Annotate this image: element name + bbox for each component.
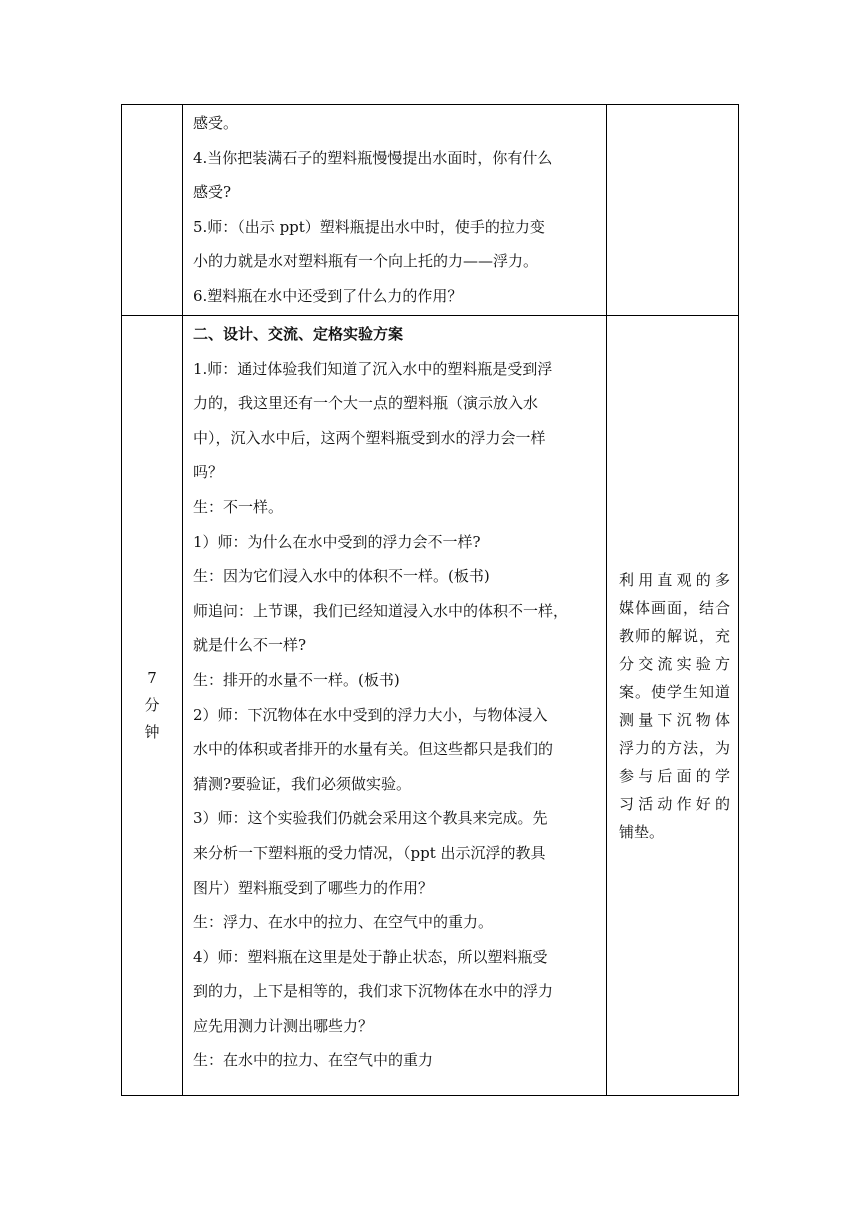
table-row <box>122 105 739 316</box>
text-line: 5.师：（出示 ppt）塑料瓶提出水中时，使手的拉力变 <box>193 217 545 236</box>
text-line: 生：浮力、在水中的拉力、在空气中的重力。 <box>193 913 494 932</box>
note-line: 习活动作好的 <box>619 794 730 813</box>
text-line: 生：不一样。 <box>193 497 284 516</box>
text-line: 1.师：通过体验我们知道了沉入水中的塑料瓶是受到浮 <box>193 359 553 378</box>
table-row <box>122 316 739 1096</box>
text-line: 3）师：这个实验我们仍就会采用这个教具来完成。先 <box>193 809 548 828</box>
note-line: 铺垫。 <box>619 822 665 841</box>
text-line: 吗？ <box>193 463 224 482</box>
text-line: 来分析一下塑料瓶的受力情况，（ppt 出示沉浮的教具 <box>193 843 546 862</box>
text-line: 师追问：上节课，我们已经知道浸入水中的体积不一样， <box>193 601 569 620</box>
text-line: 猜测?要验证，我们必须做实验。 <box>193 774 412 793</box>
text-line: 生：因为它们浸入水中的体积不一样。(板书) <box>193 567 490 586</box>
text-line: 力的，我这里还有一个大一点的塑料瓶（演示放入水 <box>193 394 539 413</box>
time-cell <box>122 316 183 1096</box>
text-line: 6.塑料瓶在水中还受到了什么力的作用？ <box>193 286 463 305</box>
text-line: 感受? <box>193 183 232 202</box>
process-cell <box>183 316 607 1096</box>
text-line: 2）师：下沉物体在水中受到的浮力大小，与物体浸入 <box>193 705 548 724</box>
note-line: 参与后面的学 <box>619 766 730 785</box>
text-line: 小的力就是水对塑料瓶有一个向上托的力——浮力。 <box>193 252 539 271</box>
text-line: 4.当你把装满石子的塑料瓶慢慢提出水面时，你有什么 <box>193 148 553 167</box>
text-line: 水中的体积或者排开的水量有关。但这些都只是我们的 <box>193 740 554 759</box>
text-line: 4）师：塑料瓶在这里是处于静止状态，所以塑料瓶受 <box>193 947 548 966</box>
note-line: 分交流实验方 <box>619 654 730 673</box>
notes-cell <box>607 105 739 316</box>
text-line: 中），沉入水中后，这两个塑料瓶受到水的浮力会一样 <box>193 428 546 447</box>
note-line: 教师的解说，充 <box>619 626 730 645</box>
text-line: 应先用测力计测出哪些力？ <box>193 1016 374 1035</box>
note-line: 案。使学生知道 <box>619 682 730 701</box>
text-line: 就是什么不一样? <box>193 636 307 655</box>
text-line: 到的力，上下是相等的，我们求下沉物体在水中的浮力 <box>193 982 554 1001</box>
note-line: 测量下沉物体 <box>619 710 730 729</box>
note-line: 媒体画面，结合 <box>619 598 730 617</box>
notes-cell <box>607 316 739 1096</box>
time-cell <box>122 105 183 316</box>
text-line: 感受。 <box>193 114 239 132</box>
process-cell <box>183 105 607 316</box>
lesson-plan-table <box>121 104 739 1096</box>
section-heading: 二、设计、交流、定格实验方案 <box>193 325 404 343</box>
note-line: 利用直观的多 <box>619 570 730 589</box>
text-line: 生：在水中的拉力、在空气中的重力 <box>193 1051 434 1070</box>
note-line: 浮力的方法，为 <box>619 738 730 757</box>
time-label: 7 分 钟 <box>144 669 160 741</box>
text-line: 1）师：为什么在水中受到的浮力会不一样? <box>193 532 481 551</box>
text-line: 图片）塑料瓶受到了哪些力的作用？ <box>193 878 434 897</box>
text-line: 生：排开的水量不一样。(板书) <box>193 670 400 689</box>
